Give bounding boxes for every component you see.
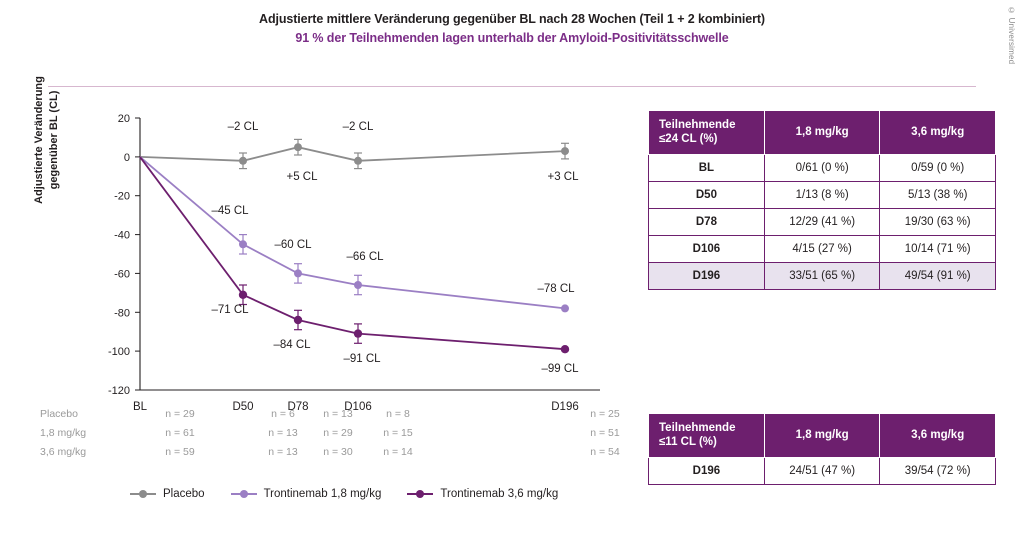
n-row-label: 1,8 mg/kg [40,427,87,439]
svg-text:–2 CL: –2 CL [227,121,259,133]
table1-header-line2: ≤24 CL (%) [659,133,718,146]
svg-text:–91 CL: –91 CL [343,353,381,365]
n-cell: n = 13 [268,427,298,439]
table1-cell: 10/14 (71 %) [880,235,996,262]
svg-text:–60 CL: –60 CL [274,239,312,251]
svg-text:–2 CL: –2 CL [342,121,374,133]
svg-text:-100: -100 [107,346,130,359]
table2-row-label: D196 [649,457,765,484]
n-cell: n = 54 [590,446,620,458]
table2-header-1: 1,8 mg/kg [764,414,880,458]
table2-header-0 [649,414,765,458]
table-row-highlighted [649,262,996,289]
svg-text:+3 CL: +3 CL [547,171,579,183]
legend-label: Placebo [163,488,205,500]
n-cell: n = 14 [383,446,413,458]
svg-text:-60: -60 [114,268,130,281]
n-cell: n = 61 [165,427,195,439]
table1-cell: 0/59 (0 %) [880,154,996,181]
copyright-notice: © Universimed [1007,6,1016,65]
table1-cell: 0/61 (0 %) [764,154,880,181]
table-header-row [649,111,996,155]
svg-text:D50: D50 [232,401,254,413]
y-axis-label-text: Adjustierte Veränderung gegenüber BL (CL) [33,76,60,204]
table2-cell: 39/54 (72 %) [880,457,996,484]
n-cell: n = 6 [271,408,295,420]
legend-marker-icon [407,493,433,495]
table1-row-label: D78 [649,208,765,235]
table-row [40,408,650,425]
table1-cell: 5/13 (38 %) [880,181,996,208]
legend-item-placebo [130,488,205,500]
n-cell: n = 8 [386,408,410,420]
n-cell: n = 13 [268,446,298,458]
n-row-label: 3,6 mg/kg [40,446,87,458]
table1-cell: 49/54 (91 %) [880,262,996,289]
svg-text:–71 CL: –71 CL [211,304,249,316]
table1-cell: 19/30 (63 %) [880,208,996,235]
table1-header-0 [649,111,765,155]
legend-item-trontinemab-18 [231,488,382,500]
table1-row-label: D196 [649,262,765,289]
n-cell: n = 15 [383,427,413,439]
page-subtitle: 91 % der Teilnehmenden lagen unterhalb der Amyloid-Positivitätsschwelle [295,31,729,45]
svg-text:D106: D106 [344,401,372,413]
table2-cell: 24/51 (47 %) [764,457,880,484]
page-title: Adjustierte mittlere Veränderung gegenüber BL nach 28 Wochen (Teil 1 + 2 kombiniert) [259,12,765,26]
table-row [649,154,996,181]
horizontal-divider [48,86,976,87]
legend-marker-icon [130,493,156,495]
table1-row-label: D50 [649,181,765,208]
svg-text:-20: -20 [114,190,130,203]
table-row [40,427,650,444]
svg-text:0: 0 [123,151,130,164]
svg-text:–45 CL: –45 CL [211,205,249,217]
legend-marker-icon [231,493,257,495]
table1-cell: 12/29 (41 %) [764,208,880,235]
svg-text:-80: -80 [114,307,130,320]
table1-row-label: BL [649,154,765,181]
svg-text:D196: D196 [551,401,579,413]
svg-text:BL: BL [132,401,148,413]
svg-text:20: 20 [117,113,130,125]
legend-label: Trontinemab 3,6 mg/kg [440,488,559,500]
table-row [649,181,996,208]
n-cell: n = 59 [165,446,195,458]
table1-cell: 4/15 (27 %) [764,235,880,262]
table-row [40,446,650,463]
svg-text:D78: D78 [287,401,309,413]
table2-header-line1: Teilnehmende [659,422,736,434]
n-row-label: Placebo [40,408,78,420]
responder-table-11cl [648,413,996,485]
n-cell: n = 29 [323,427,353,439]
svg-text:–78 CL: –78 CL [537,283,575,295]
table2-header-2: 3,6 mg/kg [880,414,996,458]
chart-legend [130,488,558,500]
table1-header-line1: Teilnehmende [659,119,736,131]
legend-label: Trontinemab 1,8 mg/kg [263,488,382,500]
responder-table-24cl [648,110,996,290]
table1-cell: 33/51 (65 %) [764,262,880,289]
table-header-row [649,414,996,458]
table-row [649,457,996,484]
svg-text:-40: -40 [114,229,130,242]
table-row [649,208,996,235]
title-block [0,12,1024,45]
svg-text:–84 CL: –84 CL [273,339,311,351]
table1-row-label: D106 [649,235,765,262]
svg-text:–99 CL: –99 CL [541,363,579,375]
table1-cell: 1/13 (8 %) [764,181,880,208]
n-cell: n = 13 [323,408,353,420]
n-cell: n = 25 [590,408,620,420]
table1-header-2: 3,6 mg/kg [880,111,996,155]
table-row [649,235,996,262]
n-cell: n = 29 [165,408,195,420]
n-cell: n = 30 [323,446,353,458]
table1-header-1: 1,8 mg/kg [764,111,880,155]
n-cell: n = 51 [590,427,620,439]
svg-text:+5 CL: +5 CL [286,171,318,183]
svg-text:–66 CL: –66 CL [346,251,384,263]
legend-item-trontinemab-36 [407,488,558,500]
table2-header-line2: ≤11 CL (%) [659,436,717,449]
svg-text:-120: -120 [107,385,130,397]
